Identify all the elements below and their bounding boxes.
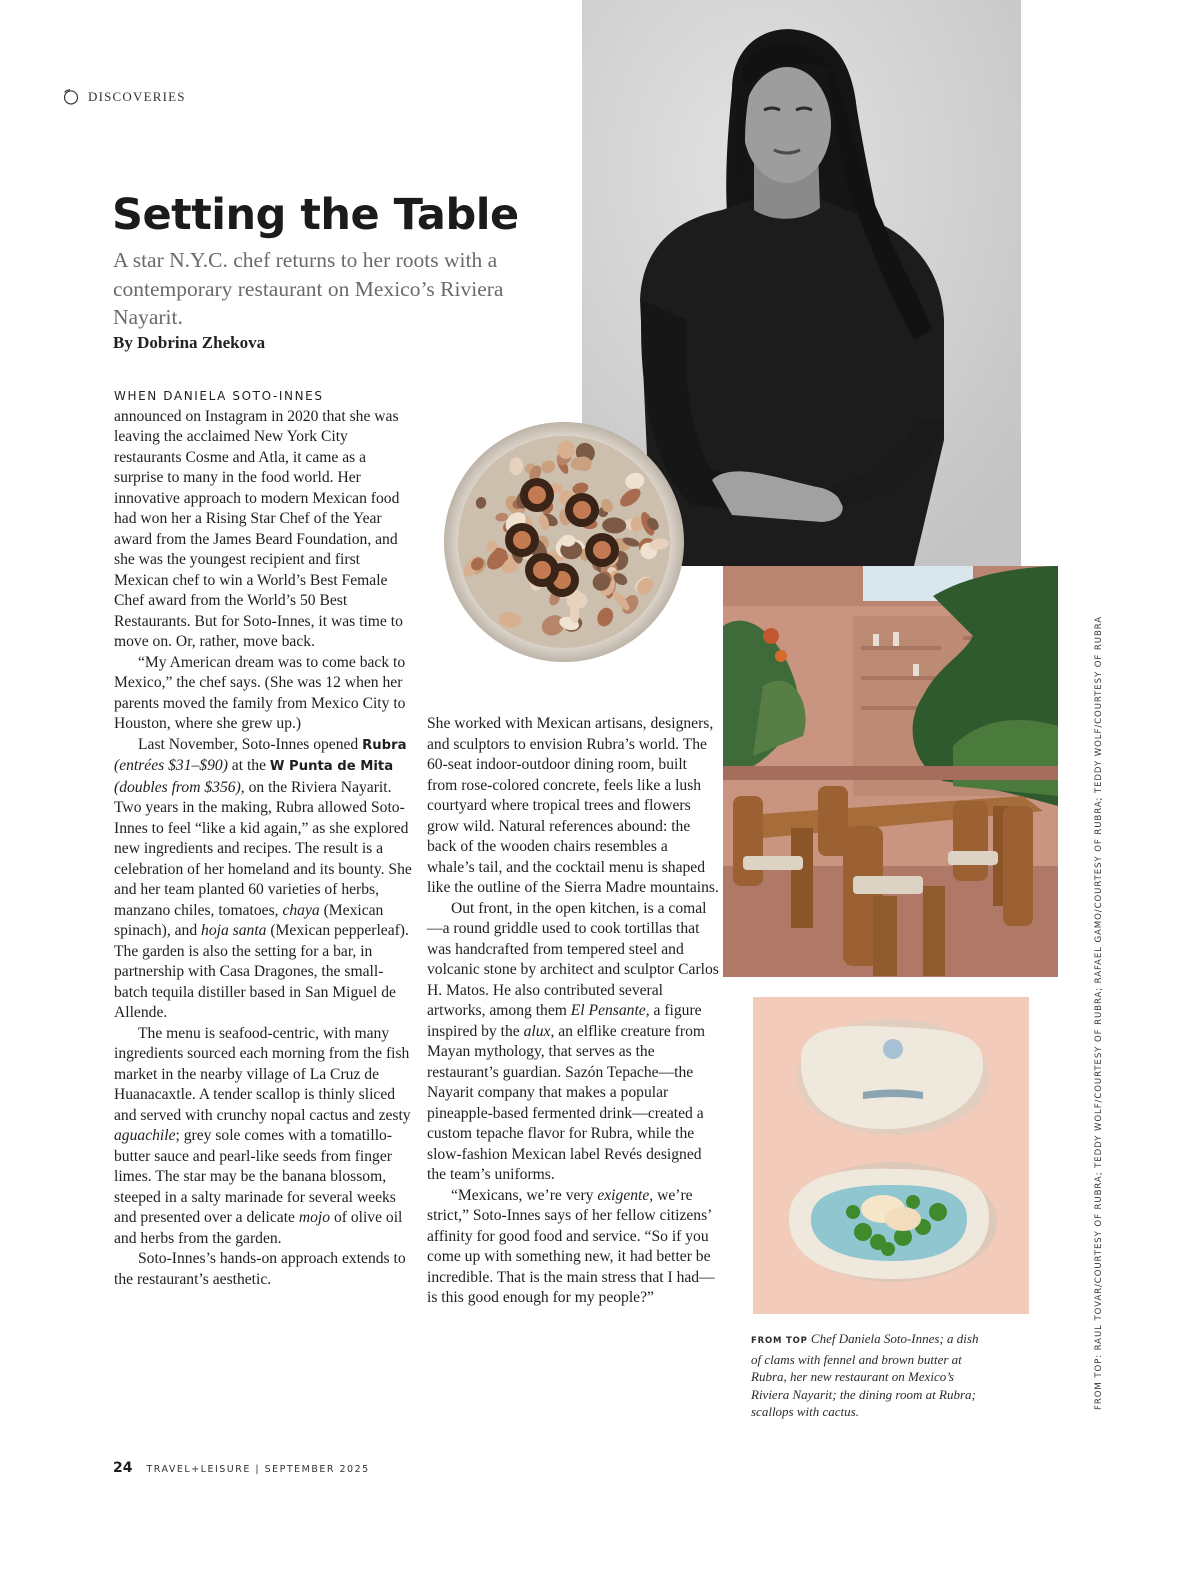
restaurant-price: (entrées $31–$90) <box>114 757 228 774</box>
clams-plate-photo <box>442 420 686 664</box>
paragraph-2: “My American dream was to come back to Mexico,” the chef says. (She was 12 when her parents moved the family from Mexico City to Houston, where she grew up.) <box>114 653 406 732</box>
restaurant-name: Rubra <box>362 737 407 753</box>
folio <box>113 1460 370 1476</box>
dining-room-illustration <box>723 566 1058 977</box>
caption-kicker: FROM TOP <box>751 1336 808 1346</box>
photo-credit: FROM TOP: RAUL TOVAR/COURTESY OF RUBRA; TEDDY WOLF/COURTESY OF RUBRA; RAFAEL GAMO/COURTESY OF RUBRA; TEDDY WOLF/COURTESY OF RUBRA <box>1094 615 1104 1410</box>
paragraph-7: Out front, in the open kitchen, is a comal—a round griddle used to cook tortillas that was handcrafted from tempered steel and volcanic stone by architect and sculptor Carlos H. Matos. He also contributed several artworks, among them El Pensante, a figure inspired by the alux, an elflike creature from Mayan mythology, that serves as the restaurant’s guardian. Sazón Tepache—the Nayarit company that makes a popular pineapple-based fermented drink—created a custom tepache flavor for Rubra, while the slow-fashion Mexican label Revés designed the team’s uniforms. <box>427 899 719 1183</box>
paragraph-6: She worked with Mexican artisans, designers, and sculptors to envision Rubra’s world. The 60-seat indoor-outdoor dining room, built from rose-colored concrete, feels like a lush courtyard where tropical trees and flowers grow wild. Natural references abound: the back of the wooden chairs resembles a whale’s tail, and the cocktail menu is shaped like the outline of the Sierra Madre mountains. <box>427 715 719 896</box>
section-label: DISCOVERIES <box>88 89 186 104</box>
paragraph-1 <box>114 386 414 653</box>
article-column-2 <box>427 714 719 1309</box>
headline: Setting the Table <box>112 190 519 240</box>
hotel-name: W Punta de Mita <box>269 759 394 774</box>
paragraph-8: “Mexicans, we’re very exigente, we’re strict,” Soto-Innes says of her fellow citizens’ affinity for good food and service. “So if you come up with something new, it had better be incredible. That is the main stress that I had—is this good enough for my people?” <box>427 1186 715 1306</box>
article-column-1 <box>114 386 414 1290</box>
paragraph-4: The menu is seafood-centric, with many ingredients sourced each morning from the fish market in the nearby village of La Cruz de Huanacaxtle. A tender scallop is thinly sliced and served with crunchy nopal cactus and zesty aguachile; grey sole comes with a tomatillo-butter sauce and pearl-like seeds from finger limes. The star may be the banana blossom, steeped in a salty marinade for several weeks and presented over a delicate mojo of olive oil and herbs from the garden. <box>114 1024 411 1247</box>
caption-text: Chef Daniela Soto-Innes; a dish of clams with fennel and brown butter at Rubra, her new restaurant on Mexico’s Riviera Nayarit; the dining room at Rubra; scallops with cactus. <box>751 1331 979 1419</box>
scallop-dish-photo <box>753 997 1029 1314</box>
paragraph-3: Last November, Soto-Innes opened Rubra (entrées $31–$90) at the W Punta de Mita (doubles from $356), on the Riviera Nayarit. Two years in the making, Rubra allowed Soto-Innes to feel “like a kid again,” as she explored new ingredients and recipes. The result is a celebration of her homeland and its bounty. She and her team planted 60 varieties of herbs, manzano chiles, tomatoes, chaya (Mexican spinach), and hoja santa (Mexican pepperleaf). The garden is also the setting for a bar, in partnership with Casa Dragones, the small-batch tequila distiller based in San Miguel de Allende. <box>114 735 412 1021</box>
paragraph-5: Soto-Innes’s hands-on approach extends to the restaurant’s aesthetic. <box>114 1250 406 1288</box>
dining-room-photo <box>723 566 1058 977</box>
magazine-issue: TRAVEL+LEISURE | SEPTEMBER 2025 <box>146 1464 370 1475</box>
page-number: 24 <box>113 1460 133 1476</box>
byline: By Dobrina Zhekova <box>113 333 266 352</box>
dek: A star N.Y.C. chef returns to her roots with a contemporary restaurant on Mexico’s Riviera Nayarit. <box>113 248 504 329</box>
lead-in: WHEN DANIELA SOTO-INNES <box>114 389 324 403</box>
scallop-dish-illustration <box>753 997 1029 1314</box>
clams-plate-illustration <box>442 420 686 664</box>
hotel-price: (doubles from $356), <box>114 778 245 796</box>
photo-caption <box>751 1330 986 1421</box>
paragraph-1-text: announced on Instagram in 2020 that she was leaving the acclaimed New York City restaurants Cosme and Atla, it came as a surprise to many in the food world. Her innovative approach to modern Mexican food had won her a Rising Star Chef of the Year award from the James Beard Foundation, and she was the youngest recipient and first Mexican chef to win a World’s Best Female Chef award from the World’s 50 Best Restaurants. But for Soto-Innes, it was time to move on. Or, rather, move back. <box>114 407 403 650</box>
compass-icon <box>62 88 80 106</box>
section-tag <box>62 88 186 106</box>
